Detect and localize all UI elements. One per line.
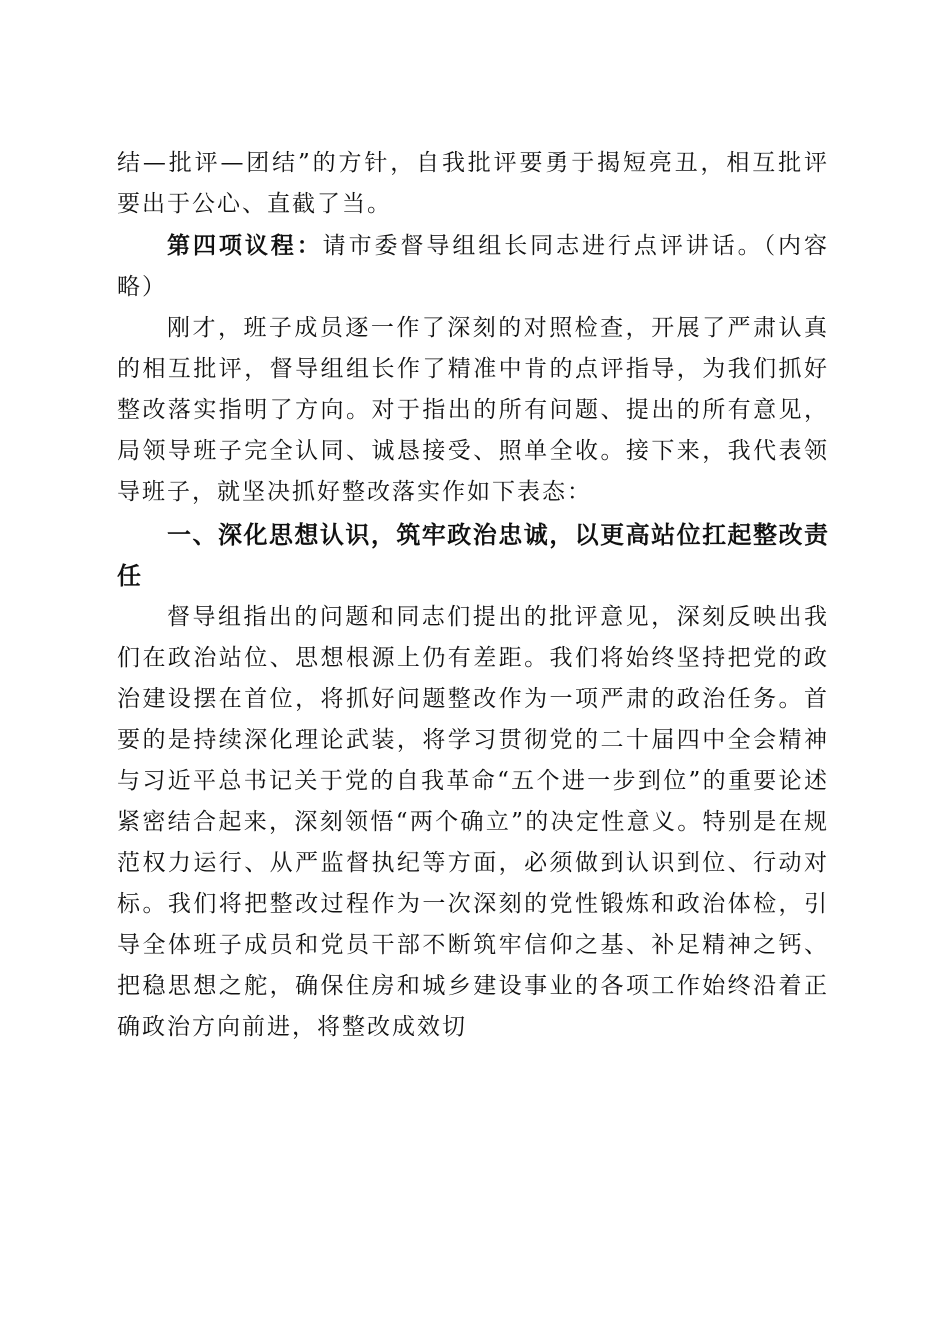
document-body bbox=[117, 143, 829, 1048]
paragraph-continuation: 结—批评—团结”的方针，自我批评要勇于揭短亮丑，相互批评要出于公心、直截了当。 bbox=[117, 150, 829, 217]
agenda-item-4 bbox=[117, 225, 829, 308]
agenda-item-4-text: 请市委督导组组长同志进行点评讲话。（内容略） bbox=[117, 233, 830, 300]
paragraph-statement: 刚才，班子成员逐一作了深刻的对照检查，开展了严肃认真的相互批评，督导组组长作了精准中肯的点评指导，为我们抓好整改落实指明了方向。对于指出的所有问题、提出的所有意见，局领导班子完全认同、诚恳接受、照单全收。接下来，我代表领导班子，就坚决抓好整改落实作如下表态： bbox=[117, 315, 829, 505]
paragraph-section-1-body: 督导组指出的问题和同志们提出的批评意见，深刻反映出我们在政治站位、思想根源上仍有差距。我们将始终坚持把党的政治建设摆在首位，将抓好问题整改作为一项严肃的政治任务。首要的是持续深化理论武装，将学习贯彻党的二十届四中全会精神与习近平总书记关于党的自我革命“五个进一步到位”的重要论述紧密结合起来，深刻领悟“两个确立”的决定性意义。特别是在规范权力运行、从严监督执纪等方面，必须做到认识到位、行动对标。我们将把整改过程作为一次深刻的党性锻炼和政治体检，引导全体班子成员和党员干部不断筑牢信仰之基、补足精神之钙、把稳思想之舵，确保住房和城乡建设事业的各项工作始终沿着正确政治方向前进，将整改成效切 bbox=[117, 604, 829, 1040]
section-heading-1: 一、深化思想认识，筑牢政治忠诚，以更高站位扛起整改责任 bbox=[117, 521, 829, 590]
agenda-item-4-label: 第四项议程： bbox=[167, 232, 323, 259]
